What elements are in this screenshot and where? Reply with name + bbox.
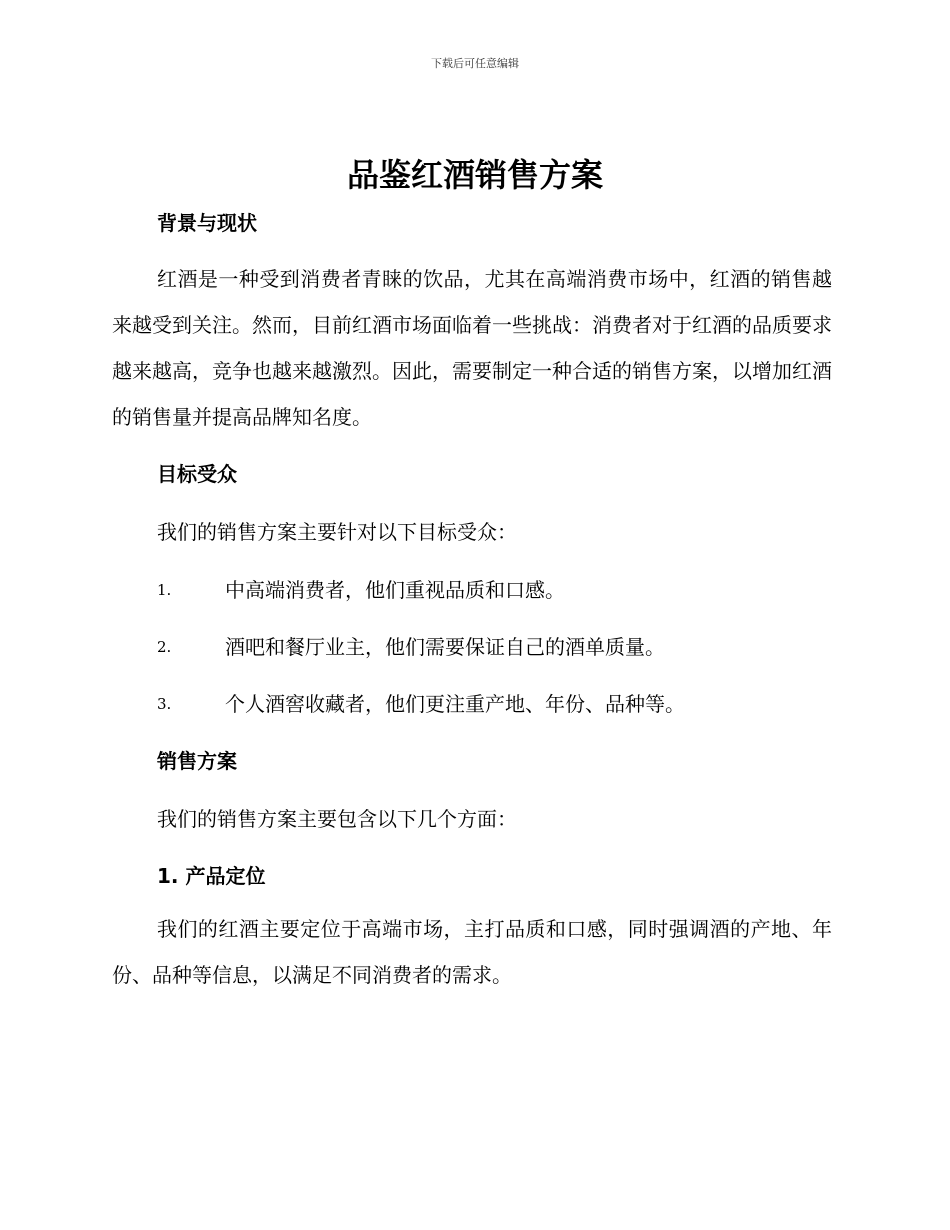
document-title: 品鉴红酒销售方案 <box>346 156 603 194</box>
heading-plan: 销售方案 <box>157 749 237 773</box>
list-item-text: 个人酒窖收藏者，他们更注重产地、年份、品种等。 <box>225 692 685 716</box>
plan-intro: 我们的销售方案主要包含以下几个方面： <box>157 807 517 831</box>
list-item-text: 中高端消费者，他们重视品质和口感。 <box>225 578 565 602</box>
list-item-number: 3. <box>157 695 172 713</box>
list-item <box>157 574 565 603</box>
list-item-number: 1. <box>157 581 172 599</box>
header-note: 下载后可任意编辑 <box>431 57 519 70</box>
list-item <box>157 688 685 717</box>
heading-audience: 目标受众 <box>157 462 237 486</box>
paragraph-product-positioning: 我们的红酒主要定位于高端市场，主打品质和口感，同时强调酒的产地、年份、品种等信息，以满足不同消费者的需求。 <box>112 917 832 987</box>
list-item-number: 2. <box>157 638 172 656</box>
paragraph-background: 红酒是一种受到消费者青睐的饮品，尤其在高端消费市场中，红酒的销售越来越受到关注。然而，目前红酒市场面临着一些挑战：消费者对于红酒的品质要求越来越高，竞争也越来越激烈。因此，需要制定一种合适的销售方案，以增加红酒的销售量并提高品牌知名度。 <box>112 267 832 429</box>
heading-background: 背景与现状 <box>157 211 257 235</box>
subheading-product-positioning: 1. 产品定位 <box>157 864 266 888</box>
list-item-text: 酒吧和餐厅业主，他们需要保证自己的酒单质量。 <box>225 635 665 659</box>
list-item <box>157 631 665 660</box>
audience-intro: 我们的销售方案主要针对以下目标受众： <box>157 520 517 544</box>
